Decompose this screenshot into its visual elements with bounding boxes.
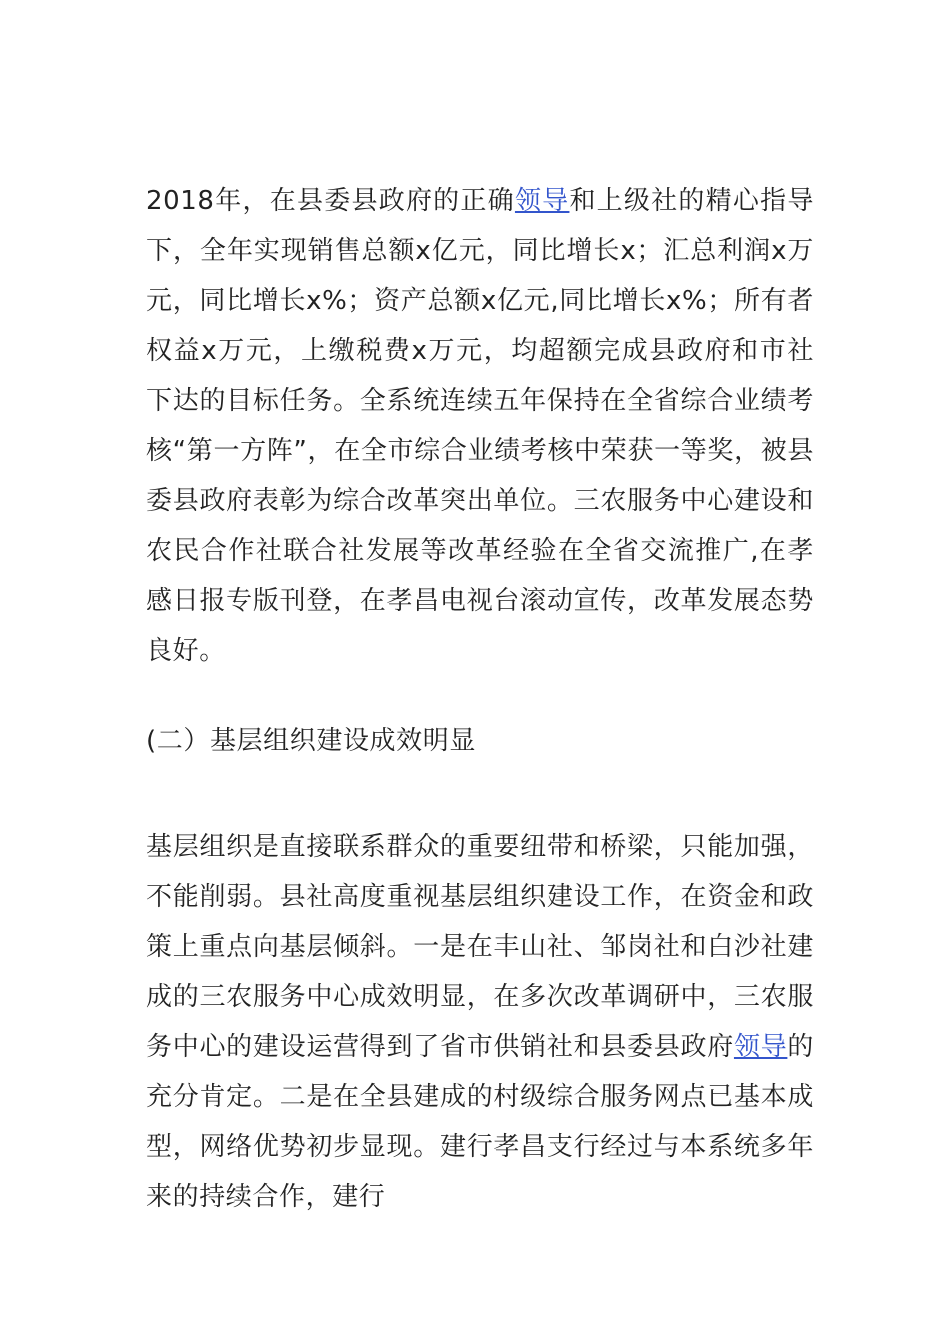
paragraph-text: 和上级社的精心指导下，全年实现销售总额x亿元，同比增长x；汇总利润x万元，同比增长x%；资产总额x亿元,同比增长x%；所有者权益x万元，上缴税费x万元，均超额完成县政府和市社下达的目标任务。全系统连续五年保持在全省综合业绩考核“第一方阵”，在全市综合业绩考核中荣获一等奖，被县委县政府表彰为综合改革突出单位。三农服务中心建设和农民合作社联合社发展等改革经验在全省交流推广,在孝感日报专版刊登，在孝昌电视台滚动宣传，改革发展态势良好。: [146, 186, 815, 666]
paragraph-grassroots-organization: [146, 822, 814, 1222]
paragraph-text: 的充分肯定。二是在全县建成的村级综合服务网点已基本成型，网络优势初步显现。建行孝昌支行经过与本系统多年来的持续合作，建行: [146, 1032, 814, 1212]
link-leadership[interactable]: 领导: [514, 186, 570, 216]
link-leadership[interactable]: 领导: [733, 1032, 788, 1062]
document-page: [146, 176, 814, 1222]
paragraph-text: 基层组织是直接联系群众的重要纽带和桥梁，只能加强，不能削弱。县社高度重视基层组织建设工作，在资金和政策上重点向基层倾斜。一是在丰山社、邹岗社和白沙社建成的三农服务中心成效明显，在多次改革调研中，三农服务中心的建设运营得到了省市供销社和县委县政府: [146, 832, 814, 1062]
paragraph-performance-summary: [146, 176, 814, 676]
section-heading: (二）基层组织建设成效明显: [146, 726, 476, 756]
paragraph-text: 2018年，在县委县政府的正确: [146, 186, 515, 216]
